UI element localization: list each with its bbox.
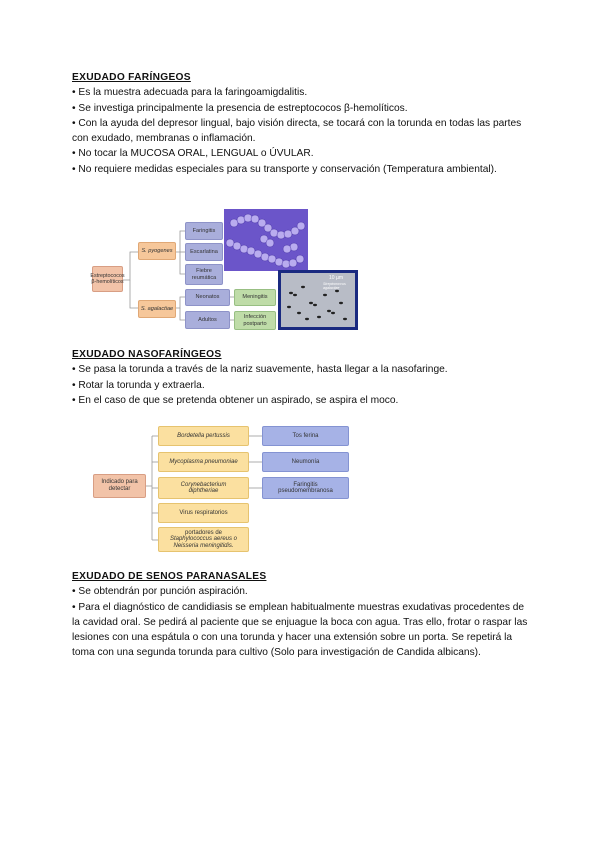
text-line: • Con la ayuda del depresor lingual, bajo visión directa, se tocará con la torunda en todas las partes con exudado, membranas o inflamación. <box>72 117 522 145</box>
text-line: • Es la muestra adecuada para la faringoamigdalitis. <box>72 87 308 99</box>
text-line: • Se investiga principalmente la presencia de estreptococos β-hemolíticos. <box>72 102 408 114</box>
portadores-prefix: portadores de <box>184 529 223 536</box>
node-virus-respiratorios: Virus respiratorios <box>158 503 249 523</box>
node-faringitis-pseudomembranosa: Faringitis pseudomembranosa <box>262 477 349 499</box>
node-corynebacterium: Corynebacterium diphtheriae <box>158 477 249 499</box>
node-bordetella: Bordetella pertussis <box>158 426 249 446</box>
node-meningitis: Meningitis <box>234 289 276 306</box>
micro-caption: Streptococcus agalactiae <box>323 282 346 290</box>
heading-senos: EXUDADO DE SENOS PARANASALES <box>72 571 267 582</box>
portadores-species: Staphylococcus aereus o Neisseria meningitidis. <box>169 536 238 549</box>
text-line: • No tocar la MUCOSA ORAL, LENGUAL o ÚVULAR. <box>72 148 314 160</box>
section-senos-paranasales <box>72 569 534 661</box>
node-neumonia: Neumonía <box>262 452 349 472</box>
heading-nasofaringeos: EXUDADO NASOFARÍNGEOS <box>72 349 222 360</box>
node-indicado-para-detectar: Indicado para detectar <box>93 474 146 498</box>
text-line: • Se pasa la torunda a través de la nariz suavemente, hasta llegar a la nasofaringe. <box>72 364 448 376</box>
text-line: • En el caso de que se pretenda obtener un aspirado, se aspira el moco. <box>72 394 399 406</box>
node-tos-ferina: Tos ferina <box>262 426 349 446</box>
text-line: • Se obtendrán por punción aspiración. <box>72 586 248 598</box>
node-neonatos: Neonatos <box>185 289 230 306</box>
node-estreptococos: Estreptococos β-hemolíticos <box>92 266 123 292</box>
node-s-pyogenes: S. pyogenes <box>138 242 176 260</box>
node-fiebre-reumatica: Fiebre reumática <box>185 264 223 285</box>
node-s-agalactiae: S. agalactiae <box>138 300 176 318</box>
text-line: • Rotar la torunda y extraerla. <box>72 379 205 391</box>
node-infeccion-postparto: Infección postparto <box>234 311 276 330</box>
node-adultos: Adultos <box>185 311 230 329</box>
micro-scale-label: 10 µm <box>329 275 343 281</box>
node-escarlatina: Escarlatina <box>185 243 223 261</box>
heading-faringeos: EXUDADO FARÍNGEOS <box>72 72 191 83</box>
node-mycoplasma: Mycoplasma pneumoniae <box>158 452 249 472</box>
text-line: • No requiere medidas especiales para su transporte y conservación (Temperatura ambiental). <box>72 163 497 175</box>
node-faringitis: Faringitis <box>185 222 223 240</box>
node-portadores <box>158 527 249 552</box>
text-line: • Para el diagnóstico de candidiasis se emplean habitualmente muestras exudativas procedentes de la cavidad oral. Se pedirá al paciente que se enjuague la boca con agua. Tras ello, frotar o raspar las lesiones con una espátula o con una torunda y hacer una extensión sobre un porta. Se repetirá la toma con una segunda torunda para cultivo (Solo para investigación de Candida albicans). <box>72 601 528 659</box>
